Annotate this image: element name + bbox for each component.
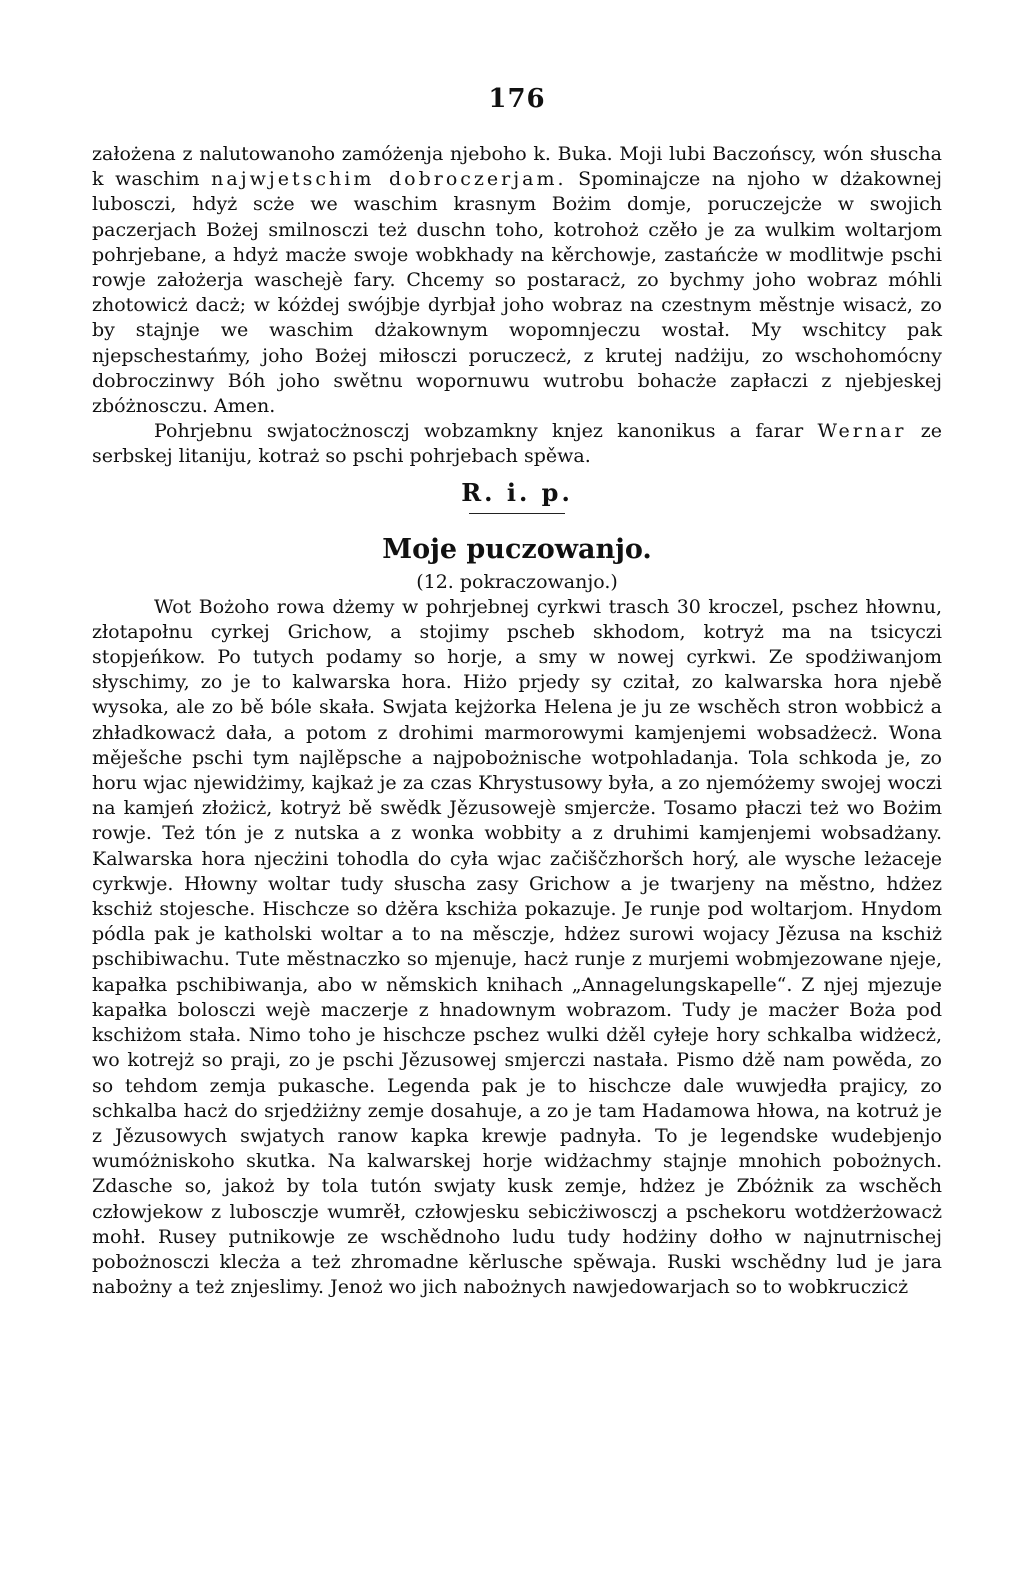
burial-rest: ze serbskej litaniju, kotraż so pschi pohrjebach spěwa. <box>92 420 942 468</box>
section-subtitle: (12. pokraczowanjo.) <box>416 570 618 593</box>
page-number: 176 <box>488 84 546 114</box>
intro-paragraph <box>92 142 942 419</box>
section-divider <box>469 513 565 514</box>
burial-lead: Pohrjebnu swjatocżnosczj wobzamkny knjez kanonikus a farar <box>154 420 818 443</box>
intro-spaced-text: najwjetschim dobroczerjam. <box>211 168 567 191</box>
document-page <box>92 84 942 1300</box>
intro-rest: Spominajcze na njoho w dżakownej lubosczi, hdyż scże we waschim krasnym Bożim domje, poruczejcże w swojich paczerjach Bożej smilnosczi też duschn toho, kotrohoż czěło je za wulkim woltarjom pohrjebane, a hdyż macże swoje wobkhady na kěrchowje, zastańcże w modlitwje pschi rowje założerja waschejè fary. Chcemy so postaracż, zo bychmy joho wobraz móhli zhotowicż dacż; w kóżdej swójbje dyrbjał joho wobraz na czestnym městnje wisacż, zo by stajnje we waschim dżakownym wopomnjeczu wostał. My wschitcy pak njepschestańmy, joho Bożej miłosczi poruczecż, z krutej nadżiju, zo wschohomócny dobroczinwy Bóh joho swětnu wopornuwu wutrobu bohacże zapłaczi z njebjeskej zbóżnosczu. Amen. <box>92 168 942 418</box>
section-title: Moje puczowanjo. <box>382 533 652 565</box>
burial-paragraph <box>92 419 942 469</box>
rip-heading: R. i. p. <box>461 477 573 507</box>
intro-lead: założena z nalutowanoho zamóżenja njeboho k. Buka. Moji lubi Baczońscy, wón słuscha k waschim <box>92 143 942 191</box>
section-body: Wot Bożoho rowa dżemy w pohrjebnej cyrkwi trasch 30 kroczel, pschez hłownu, złotapołnu cyrkej Grichow, a stojimy pscheb skhodom, kotryż ma na tsicyczi stopjeńkow. Po tutych podamy so horje, a smy w nowej cyrkwi. Ze spodżiwanjom słyschimy, zo je to kalwarska hora. Hiżo prjedy sy czitał, zo kalwarska hora njebě wysoka, ale zo bě bóle skała. Swjata kejżorka Helena je ju ze wschěch stron wobbicż a zhładkowacż dała, a potom z drohimi marmorowymi kamjenjemi wobsadżecż. Wona měješche pschi tym najlěpsche a najpobożnische wotpohladanja. Tola schkoda je, zo horu wjac njewidżimy, kajkaż je za czas Khrystusowy była, a zo njemóżemy swojej woczi na kamjeń złożicż, kotryż bě swědk Jězusowejè smjercże. Tosamo płaczi też wo Bożim rowje. Też tón je z nutska a z wonka wobbity a z druhimi kamjenjemi wobsadżany. Kalwarska hora njecżini tohodla do cyła wjac začiščzhoršch horý, ale wysche leżaceje cyrkwje. Hłowny woltar tudy słuscha zasy Grichow a je twarjeny na městno, hdżez kschiż stojesche. Hischcze so dżěra kschiża pokazuje. Je runje pod woltarjom. Hnydom pódla pak je katholski woltar a to na měsczje, hdżez surowi wojacy Jězusa na kschiż pschibiwachu. Tute městnaczko so mjenuje, hacż runje z murjemi wobmjezowane njeje, kapałka pschibiwanja, abo w němskich knihach „Annagelungskapelle“. Z njej mjezuje kapałka bolosczi wejè maczerje z hnadownym wobrazom. Tudy je macżer Boża pod kschiżom stała. Nimo toho je hischcze pschez wulki dżěl cyłeje hory schkalba widżecż, wo kotrejż so praji, zo je pschi Jězusowej smjerczi nastała. Pismo dżě nam powěda, zo so tehdom zemja pukasche. Legenda pak je to hischcze dale wuwjedła prajicy, zo schkalba hacż do srjedżiżny zemje dosahuje, a zo je tam Hadamowa hłowa, na kotruż je z Jězusowych swjatych ranow kapka krewje padnyła. To je legendske wudebjenjo wumóżniskoho skutka. Na kalwarskej horje widżachmy stajnje mnohich pobożnych. Zdasche so, jakoż by tola tutón swjaty kusk zemje, hdżez je Zbóżnik za wschěch człowjekow z lubosczje wumrěł, człowjesku sebicżiwosczj a pschekoru wotdżerżowacż mohł. Rusey putnikowje ze wschědnoho ludu tudy hodżiny dołho w najnutrnischej pobożnosczi klecża a też zhromadne kěrlusche spěwaja. Ruski wschědny lud je jara nabożny a też znjeslimy. Jenoż wo jich nabożnych nawjedowarjach so to wobkruczicż <box>92 595 942 1299</box>
burial-spaced-name: Wernar <box>817 420 907 443</box>
